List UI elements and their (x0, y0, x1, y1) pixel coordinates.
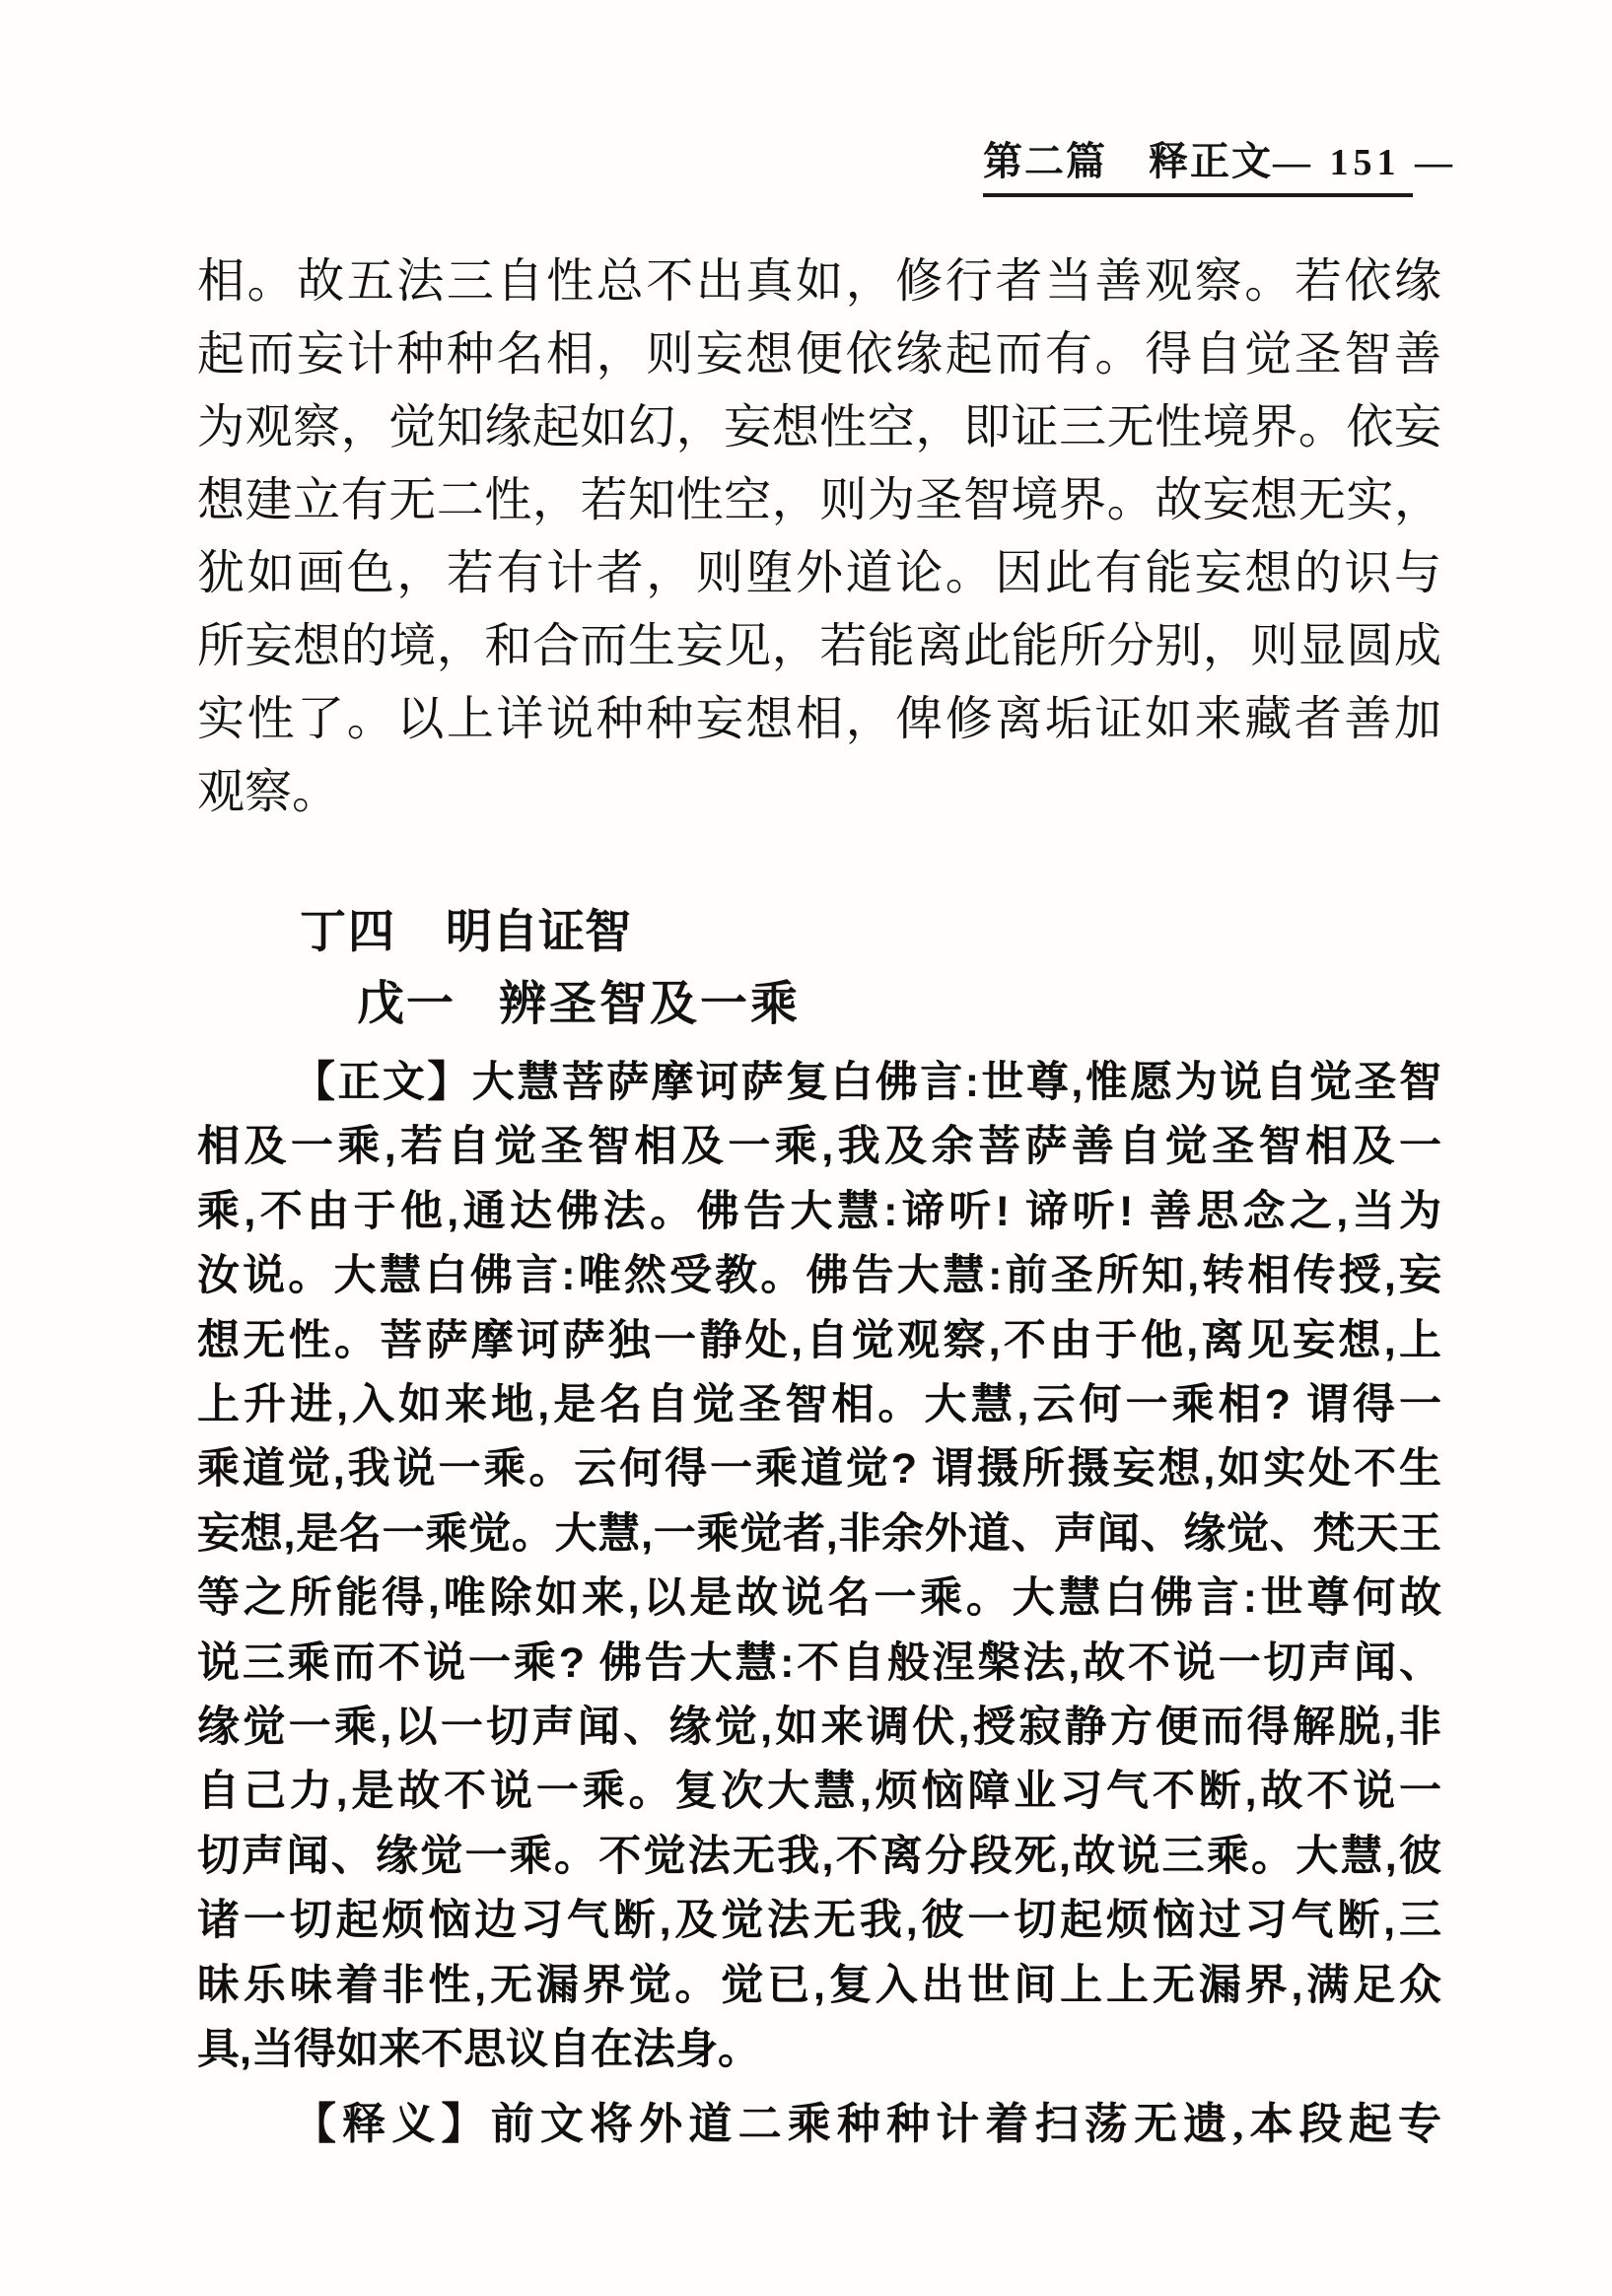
zhengwen-line: 相及一乘,若自觉圣智相及一乘,我及余菩萨善自觉圣智相及一 (197, 1123, 1441, 1171)
heading1-number: 丁四 (300, 905, 396, 957)
section-heading-level1 (300, 905, 631, 957)
zhengwen-line: 昧乐味着非性,无漏界觉。觉已,复入出世间上上无漏界,满足众 (197, 1961, 1441, 2009)
zhengwen-line: 诸一切起烦恼边习气断,及觉法无我,彼一切起烦恼过习气断,三 (197, 1897, 1441, 1945)
heading1-title: 明自证智 (446, 905, 631, 957)
intro-line: 为观察，觉知缘起如幻，妄想性空，即证三无性境界。依妄 (197, 401, 1441, 453)
heading2-title: 辨圣智及一乘 (499, 978, 802, 1030)
intro-line: 所妄想的境，和合而生妄见，若能离此能所分别，则显圆成 (197, 620, 1441, 672)
shiyi-block (197, 2092, 1441, 2157)
zhengwen-line: 等之所能得,唯除如来,以是故说名一乘。大慧白佛言:世尊何故 (197, 1574, 1441, 1623)
intro-line: 相。故五法三自性总不出真如，修行者当善观察。若依缘 (197, 255, 1441, 308)
zhengwen-line: 妄想,是名一乘觉。大慧,一乘觉者,非余外道、声闻、缘觉、梵天王 (197, 1509, 1441, 1558)
zhengwen-block (197, 1051, 1441, 2083)
shiyi-line: 【释义】前文将外道二乘种种计着扫荡无遗,本段起专 (293, 2100, 1441, 2148)
running-header (983, 139, 1457, 197)
zhengwen-line: 乘道觉,我说一乘。云何得一乘道觉? 谓摄所摄妄想,如实处不生 (197, 1445, 1441, 1494)
section-heading-level2 (357, 978, 802, 1030)
zhengwen-line: 具,当得如来不思议自在法身。 (197, 2026, 760, 2074)
heading2-number: 戊一 (357, 978, 456, 1030)
zhengwen-line: 【正文】大慧菩萨摩诃萨复白佛言:世尊,惟愿为说自觉圣智 (293, 1059, 1441, 1106)
zhengwen-line: 想无性。菩萨摩诃萨独一静处,自觉观察,不由于他,离见妄想,上 (197, 1316, 1441, 1364)
zhengwen-line: 缘觉一乘,以一切声闻、缘觉,如来调伏,授寂静方便而得解脱,非 (197, 1704, 1441, 1752)
zhengwen-line: 切声闻、缘觉一乘。不觉法无我,不离分段死,故说三乘。大慧,彼 (197, 1832, 1441, 1880)
intro-line: 起而妄计种种名相，则妄想便依缘起而有。得自觉圣智善 (197, 328, 1441, 381)
intro-line: 犹如画色，若有计者，则堕外道论。因此有能妄想的识与 (197, 547, 1441, 599)
intro-paragraph (197, 245, 1441, 829)
header-page-number: — 151 — (1273, 142, 1457, 183)
intro-line: 想建立有无二性，若知性空，则为圣智境界。故妄想无实， (197, 474, 1441, 526)
intro-line: 观察。 (197, 766, 340, 818)
zhengwen-line: 上升进,入如来地,是名自觉圣智相。大慧,云何一乘相? 谓得一 (197, 1381, 1441, 1429)
zhengwen-line: 说三乘而不说一乘? 佛告大慧:不自般涅槃法,故不说一切声闻、 (197, 1638, 1441, 1687)
zhengwen-line: 乘,不由于他,通达佛法。佛告大慧:谛听! 谛听! 善思念之,当为 (197, 1187, 1441, 1235)
zhengwen-line: 汝说。大慧白佛言:唯然受教。佛告大慧:前圣所知,转相传授,妄 (197, 1252, 1441, 1300)
intro-line: 实性了。以上详说种种妄想相，俾修离垢证如来藏者善加 (197, 693, 1441, 745)
header-section-title: 第二篇 释正文 (983, 139, 1273, 183)
zhengwen-line: 自己力,是故不说一乘。复次大慧,烦恼障业习气不断,故不说一 (197, 1768, 1441, 1816)
